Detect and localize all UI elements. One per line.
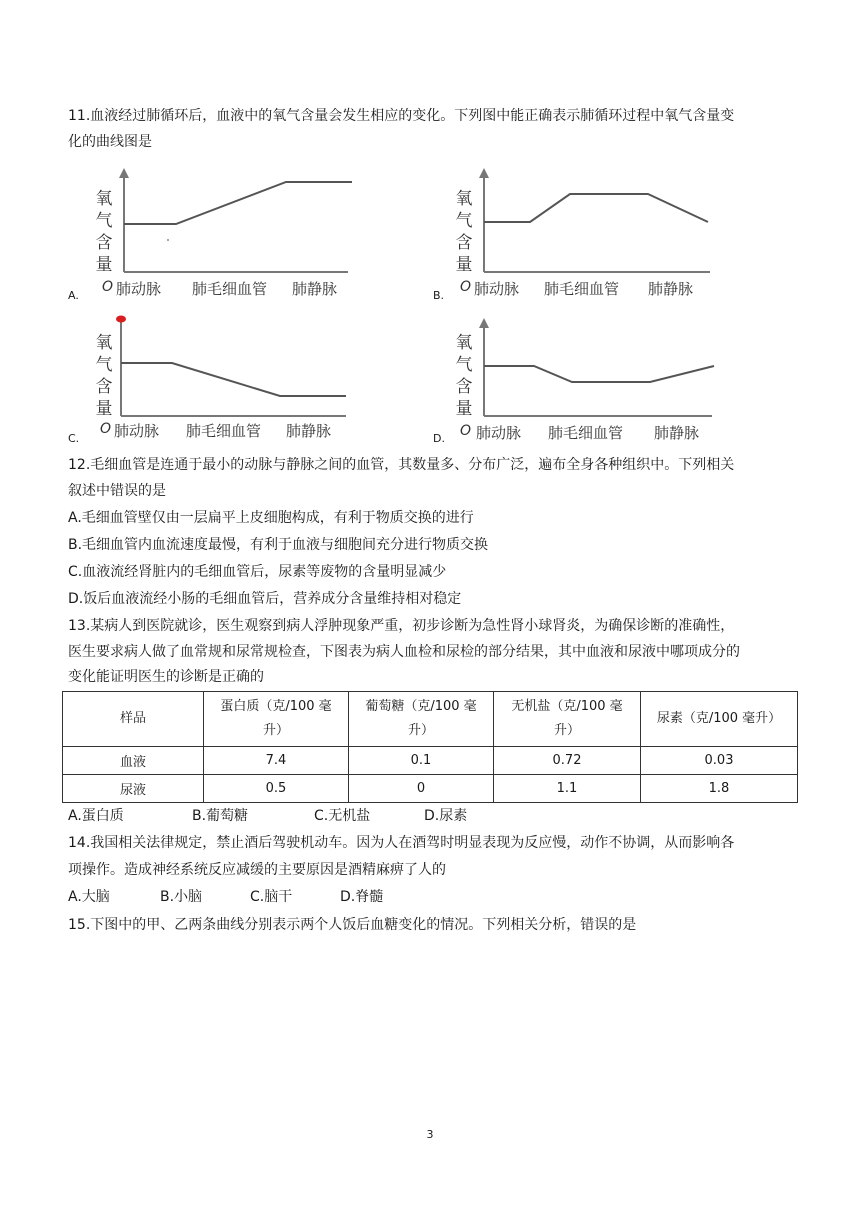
cell-sample: 血液 bbox=[63, 747, 204, 775]
q15-stem-line1: 15.下图中的甲、乙两条曲线分别表示两个人饭后血糖变化的情况。下列相关分析，错误的是 bbox=[68, 917, 637, 933]
q12-option-b: B.毛细血管内血流速度最慢，有利于血液与细胞间充分进行物质交换 bbox=[68, 537, 489, 553]
table-row bbox=[63, 775, 798, 803]
svg-text:氧: 氧 bbox=[95, 189, 113, 209]
svg-text:气: 气 bbox=[95, 355, 113, 375]
svg-text:气: 气 bbox=[455, 355, 473, 375]
oxygen-curve bbox=[121, 363, 346, 396]
y-axis-arrow bbox=[479, 318, 489, 328]
origin-label: O bbox=[102, 279, 114, 295]
q14-option-b: B.小脑 bbox=[160, 889, 203, 905]
graph-option-c bbox=[88, 312, 368, 448]
x-label-capillaries: 肺毛细血管 bbox=[192, 280, 268, 298]
option-a-label: A. bbox=[68, 289, 79, 302]
x-label-pulmonary-vein: 肺静脉 bbox=[286, 422, 332, 440]
header-salt: 无机盐（克/100 毫 升） bbox=[494, 692, 641, 747]
header-protein: 蛋白质（克/100 毫 升） bbox=[204, 692, 349, 747]
header-sample: 样品 bbox=[63, 692, 204, 747]
q12-option-d: D.饭后血液流经小肠的毛细血管后，营养成分含量维持相对稳定 bbox=[68, 591, 462, 607]
svg-text:含: 含 bbox=[455, 377, 473, 397]
svg-text:气: 气 bbox=[455, 211, 473, 231]
x-label-pulmonary-vein: 肺静脉 bbox=[292, 280, 338, 298]
x-label-pulmonary-artery: 肺动脉 bbox=[114, 422, 160, 440]
q14-stem-line1: 14.我国相关法律规定，禁止酒后驾驶机动车。因为人在酒驾时明显表现为反应慢，动作不协调，从而影响各 bbox=[68, 835, 735, 851]
svg-text:量: 量 bbox=[95, 255, 113, 275]
cell-protein: 0.5 bbox=[204, 775, 349, 803]
x-label-pulmonary-vein: 肺静脉 bbox=[654, 424, 700, 442]
cell-urea: 0.03 bbox=[641, 747, 798, 775]
q12-stem-line1: 12.毛细血管是连通于最小的动脉与静脉之间的血管，其数量多、分布广泛，遍布全身各种组织中。下列相关 bbox=[68, 457, 735, 473]
option-c-label: C. bbox=[68, 432, 80, 445]
q14-option-c: C.脑干 bbox=[250, 889, 293, 905]
speck bbox=[167, 239, 169, 241]
origin-label: O bbox=[460, 423, 472, 439]
q11-stem-line2: 化的曲线图是 bbox=[68, 134, 152, 150]
header-urea: 尿素（克/100 毫升） bbox=[641, 692, 798, 747]
test-results-table bbox=[62, 691, 798, 803]
q13-option-c: C.无机盐 bbox=[314, 808, 371, 824]
cell-protein: 7.4 bbox=[204, 747, 349, 775]
origin-label: O bbox=[100, 421, 112, 437]
y-axis-arrow bbox=[119, 168, 129, 178]
cell-glucose: 0.1 bbox=[349, 747, 494, 775]
x-label-pulmonary-artery: 肺动脉 bbox=[116, 280, 162, 298]
oxygen-curve bbox=[124, 182, 352, 224]
svg-text:量: 量 bbox=[455, 255, 473, 275]
cell-glucose: 0 bbox=[349, 775, 494, 803]
y-axis-arrow bbox=[479, 168, 489, 178]
svg-text:量: 量 bbox=[95, 399, 113, 419]
page-number: 3 bbox=[426, 1128, 434, 1141]
cell-sample: 尿液 bbox=[63, 775, 204, 803]
q13-stem-line3: 变化能证明医生的诊断是正确的 bbox=[68, 669, 264, 685]
cell-urea: 1.8 bbox=[641, 775, 798, 803]
oxygen-curve bbox=[484, 366, 714, 382]
header-glucose: 葡萄糖（克/100 毫 升） bbox=[349, 692, 494, 747]
svg-text:含: 含 bbox=[455, 233, 473, 253]
q14-option-d: D.脊髓 bbox=[340, 889, 384, 905]
q13-option-b: B.葡萄糖 bbox=[192, 808, 249, 824]
graph-option-b bbox=[448, 166, 728, 302]
q13-option-d: D.尿素 bbox=[424, 808, 468, 824]
option-b-label: B. bbox=[433, 289, 445, 302]
q11-stem-line1: 11.血液经过肺循环后，血液中的氧气含量会发生相应的变化。下列图中能正确表示肺循环过程中氧气含量变 bbox=[68, 108, 735, 124]
graph-option-a bbox=[88, 166, 368, 302]
q12-stem-line2: 叙述中错误的是 bbox=[68, 483, 166, 499]
x-label-pulmonary-vein: 肺静脉 bbox=[648, 280, 694, 298]
table-header-row bbox=[63, 692, 798, 747]
svg-text:量: 量 bbox=[455, 399, 473, 419]
table-row bbox=[63, 747, 798, 775]
red-marker bbox=[116, 316, 126, 323]
option-d-label: D. bbox=[433, 432, 445, 445]
svg-text:氧: 氧 bbox=[95, 333, 113, 353]
y-axis-label bbox=[456, 333, 473, 419]
oxygen-curve bbox=[484, 194, 708, 222]
origin-label: O bbox=[460, 279, 472, 295]
q14-stem-line2: 项操作。造成神经系统反应减缓的主要原因是酒精麻痹了人的 bbox=[68, 862, 446, 878]
q12-option-a: A.毛细血管壁仅由一层扁平上皮细胞构成，有利于物质交换的进行 bbox=[68, 510, 474, 526]
cell-salt: 0.72 bbox=[494, 747, 641, 775]
svg-text:含: 含 bbox=[95, 233, 113, 253]
cell-salt: 1.1 bbox=[494, 775, 641, 803]
svg-text:氧: 氧 bbox=[455, 189, 473, 209]
svg-text:氧: 氧 bbox=[455, 333, 473, 353]
x-label-capillaries: 肺毛细血管 bbox=[544, 280, 620, 298]
q13-option-a: A.蛋白质 bbox=[68, 808, 124, 824]
x-label-pulmonary-artery: 肺动脉 bbox=[474, 280, 520, 298]
x-label-pulmonary-artery: 肺动脉 bbox=[476, 424, 522, 442]
q13-stem-line1: 13.某病人到医院就诊，医生观察到病人浮肿现象严重，初步诊断为急性肾小球肾炎，为确保诊断的准确性， bbox=[68, 618, 735, 634]
x-label-capillaries: 肺毛细血管 bbox=[548, 424, 624, 442]
x-label-capillaries: 肺毛细血管 bbox=[186, 422, 262, 440]
y-axis-label bbox=[96, 189, 113, 275]
q12-option-c: C.血液流经肾脏内的毛细血管后，尿素等废物的含量明显减少 bbox=[68, 564, 447, 580]
q13-stem-line2: 医生要求病人做了血常规和尿常规检查，下图表为病人血检和尿检的部分结果，其中血液和尿液中哪项成分的 bbox=[68, 644, 740, 660]
y-axis-label bbox=[96, 333, 113, 419]
svg-text:含: 含 bbox=[95, 377, 113, 397]
svg-text:气: 气 bbox=[95, 211, 113, 231]
y-axis-label bbox=[456, 189, 473, 275]
graph-option-d bbox=[448, 316, 728, 452]
q14-option-a: A.大脑 bbox=[68, 889, 110, 905]
